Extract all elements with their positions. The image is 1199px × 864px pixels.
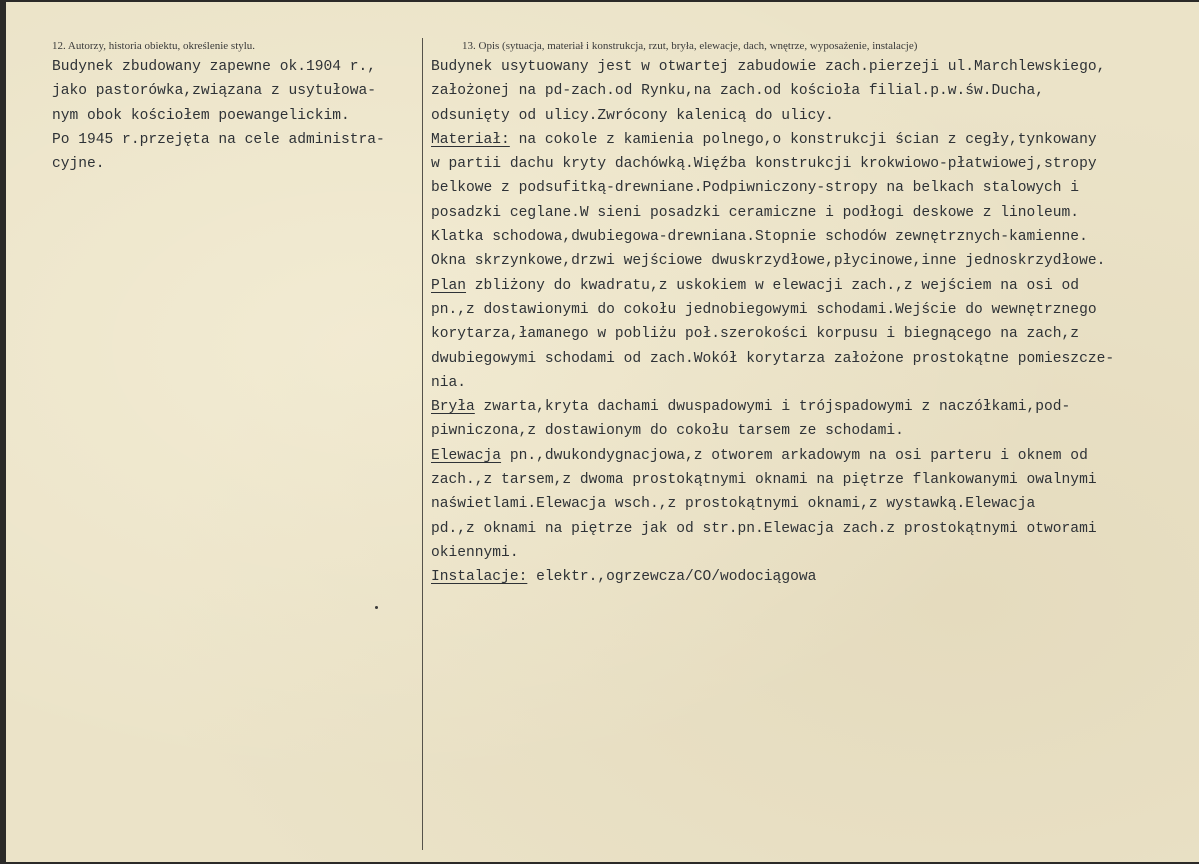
description-line: naświetlami.Elewacja wsch.,z prostokątnymi oknami,z wystawką.Elewacja bbox=[431, 496, 1036, 513]
description-text bbox=[431, 55, 1199, 590]
elevation-label: Elewacja bbox=[431, 447, 502, 464]
description-line: Materiał: na cokole z kamienia polnego,o konstrukcji ścian z cegły,tynkowany bbox=[431, 131, 1097, 148]
description-line: w partii dachu kryty dachówką.Więźba konstrukcji krokwiowo-płatwiowej,stropy bbox=[431, 156, 1097, 173]
description-line: Bryła zwarta,kryta dachami dwuspadowymi i trójspadowymi z naczółkami,pod- bbox=[431, 399, 1071, 416]
description-line: Plan zbliżony do kwadratu,z uskokiem w elewacji zach.,z wejściem na osi od bbox=[431, 277, 1080, 294]
description-line: dwubiegowymi schodami od zach.Wokół korytarza założone prostokątne pomieszcze- bbox=[431, 350, 1115, 367]
description-line: piwniczona,z dostawionym do cokołu tarsem ze schodami. bbox=[431, 423, 904, 440]
description-line: założonej na pd-zach.od Rynku,na zach.od kościoła filial.p.w.św.Ducha, bbox=[431, 83, 1045, 100]
description-line: zach.,z tarsem,z dwoma prostokątnymi oknami na piętrze flankowanymi owalnymi bbox=[431, 472, 1097, 489]
description-line: belkowe z podsufitką-drewniane.Podpiwniczony-stropy na belkach stalowych i bbox=[431, 180, 1080, 197]
material-label: Materiał: bbox=[431, 131, 510, 148]
history-section-header: 12. Autorzy, historia obiektu, określenie stylu. bbox=[52, 40, 256, 52]
ink-dot bbox=[375, 606, 378, 609]
installations-label: Instalacje: bbox=[431, 569, 528, 586]
description-line: okiennymi. bbox=[431, 544, 519, 561]
description-line: Instalacje: elektr.,ogrzewcza/CO/wodociągowa bbox=[431, 569, 817, 586]
history-line: nym obok kościołem poewangelickim. bbox=[52, 107, 350, 124]
description-line: Okna skrzynkowe,drzwi wejściowe dwuskrzydłowe,płycinowe,inne jednoskrzydłowe. bbox=[431, 253, 1106, 270]
description-line: pn.,z dostawionymi do cokołu jednobiegowymi schodami.Wejście do wewnętrznego bbox=[431, 301, 1097, 318]
history-line: jako pastorówka,związana z usytułowa- bbox=[52, 83, 377, 100]
description-line: nia. bbox=[431, 374, 467, 391]
description-line: odsunięty od ulicy.Zwrócony kalenicą do ulicy. bbox=[431, 107, 834, 124]
description-line: Budynek usytuowany jest w otwartej zabudowie zach.pierzeji ul.Marchlewskiego, bbox=[431, 59, 1106, 75]
history-text bbox=[52, 55, 385, 176]
description-line: posadzki ceglane.W sieni posadzki ceramiczne i podłogi deskowe z linoleum. bbox=[431, 204, 1080, 221]
record-card bbox=[6, 2, 1199, 862]
plan-label: Plan bbox=[431, 277, 467, 294]
history-line: Po 1945 r.przejęta na cele administra- bbox=[52, 131, 385, 148]
description-line: korytarza,łamanego w pobliżu poł.szerokości korpusu i biegnącego na zach,z bbox=[431, 326, 1080, 343]
description-section-header: 13. Opis (sytuacja, materiał i konstrukcja, rzut, bryła, elewacje, dach, wnętrze, wyposażenie, instalacje) bbox=[462, 40, 918, 52]
description-line: pd.,z oknami na piętrze jak od str.pn.Elewacja zach.z prostokątnymi otworami bbox=[431, 520, 1097, 537]
description-line: Elewacja pn.,dwukondygnacjowa,z otworem arkadowym na osi parteru i oknem od bbox=[431, 447, 1088, 464]
massing-label: Bryła bbox=[431, 399, 475, 416]
column-divider bbox=[422, 38, 423, 850]
history-line: Budynek zbudowany zapewne ok.1904 r., bbox=[52, 59, 377, 75]
description-line: Klatka schodowa,dwubiegowa-drewniana.Stopnie schodów zewnętrznych-kamienne. bbox=[431, 229, 1088, 246]
history-line: cyjne. bbox=[52, 156, 105, 173]
